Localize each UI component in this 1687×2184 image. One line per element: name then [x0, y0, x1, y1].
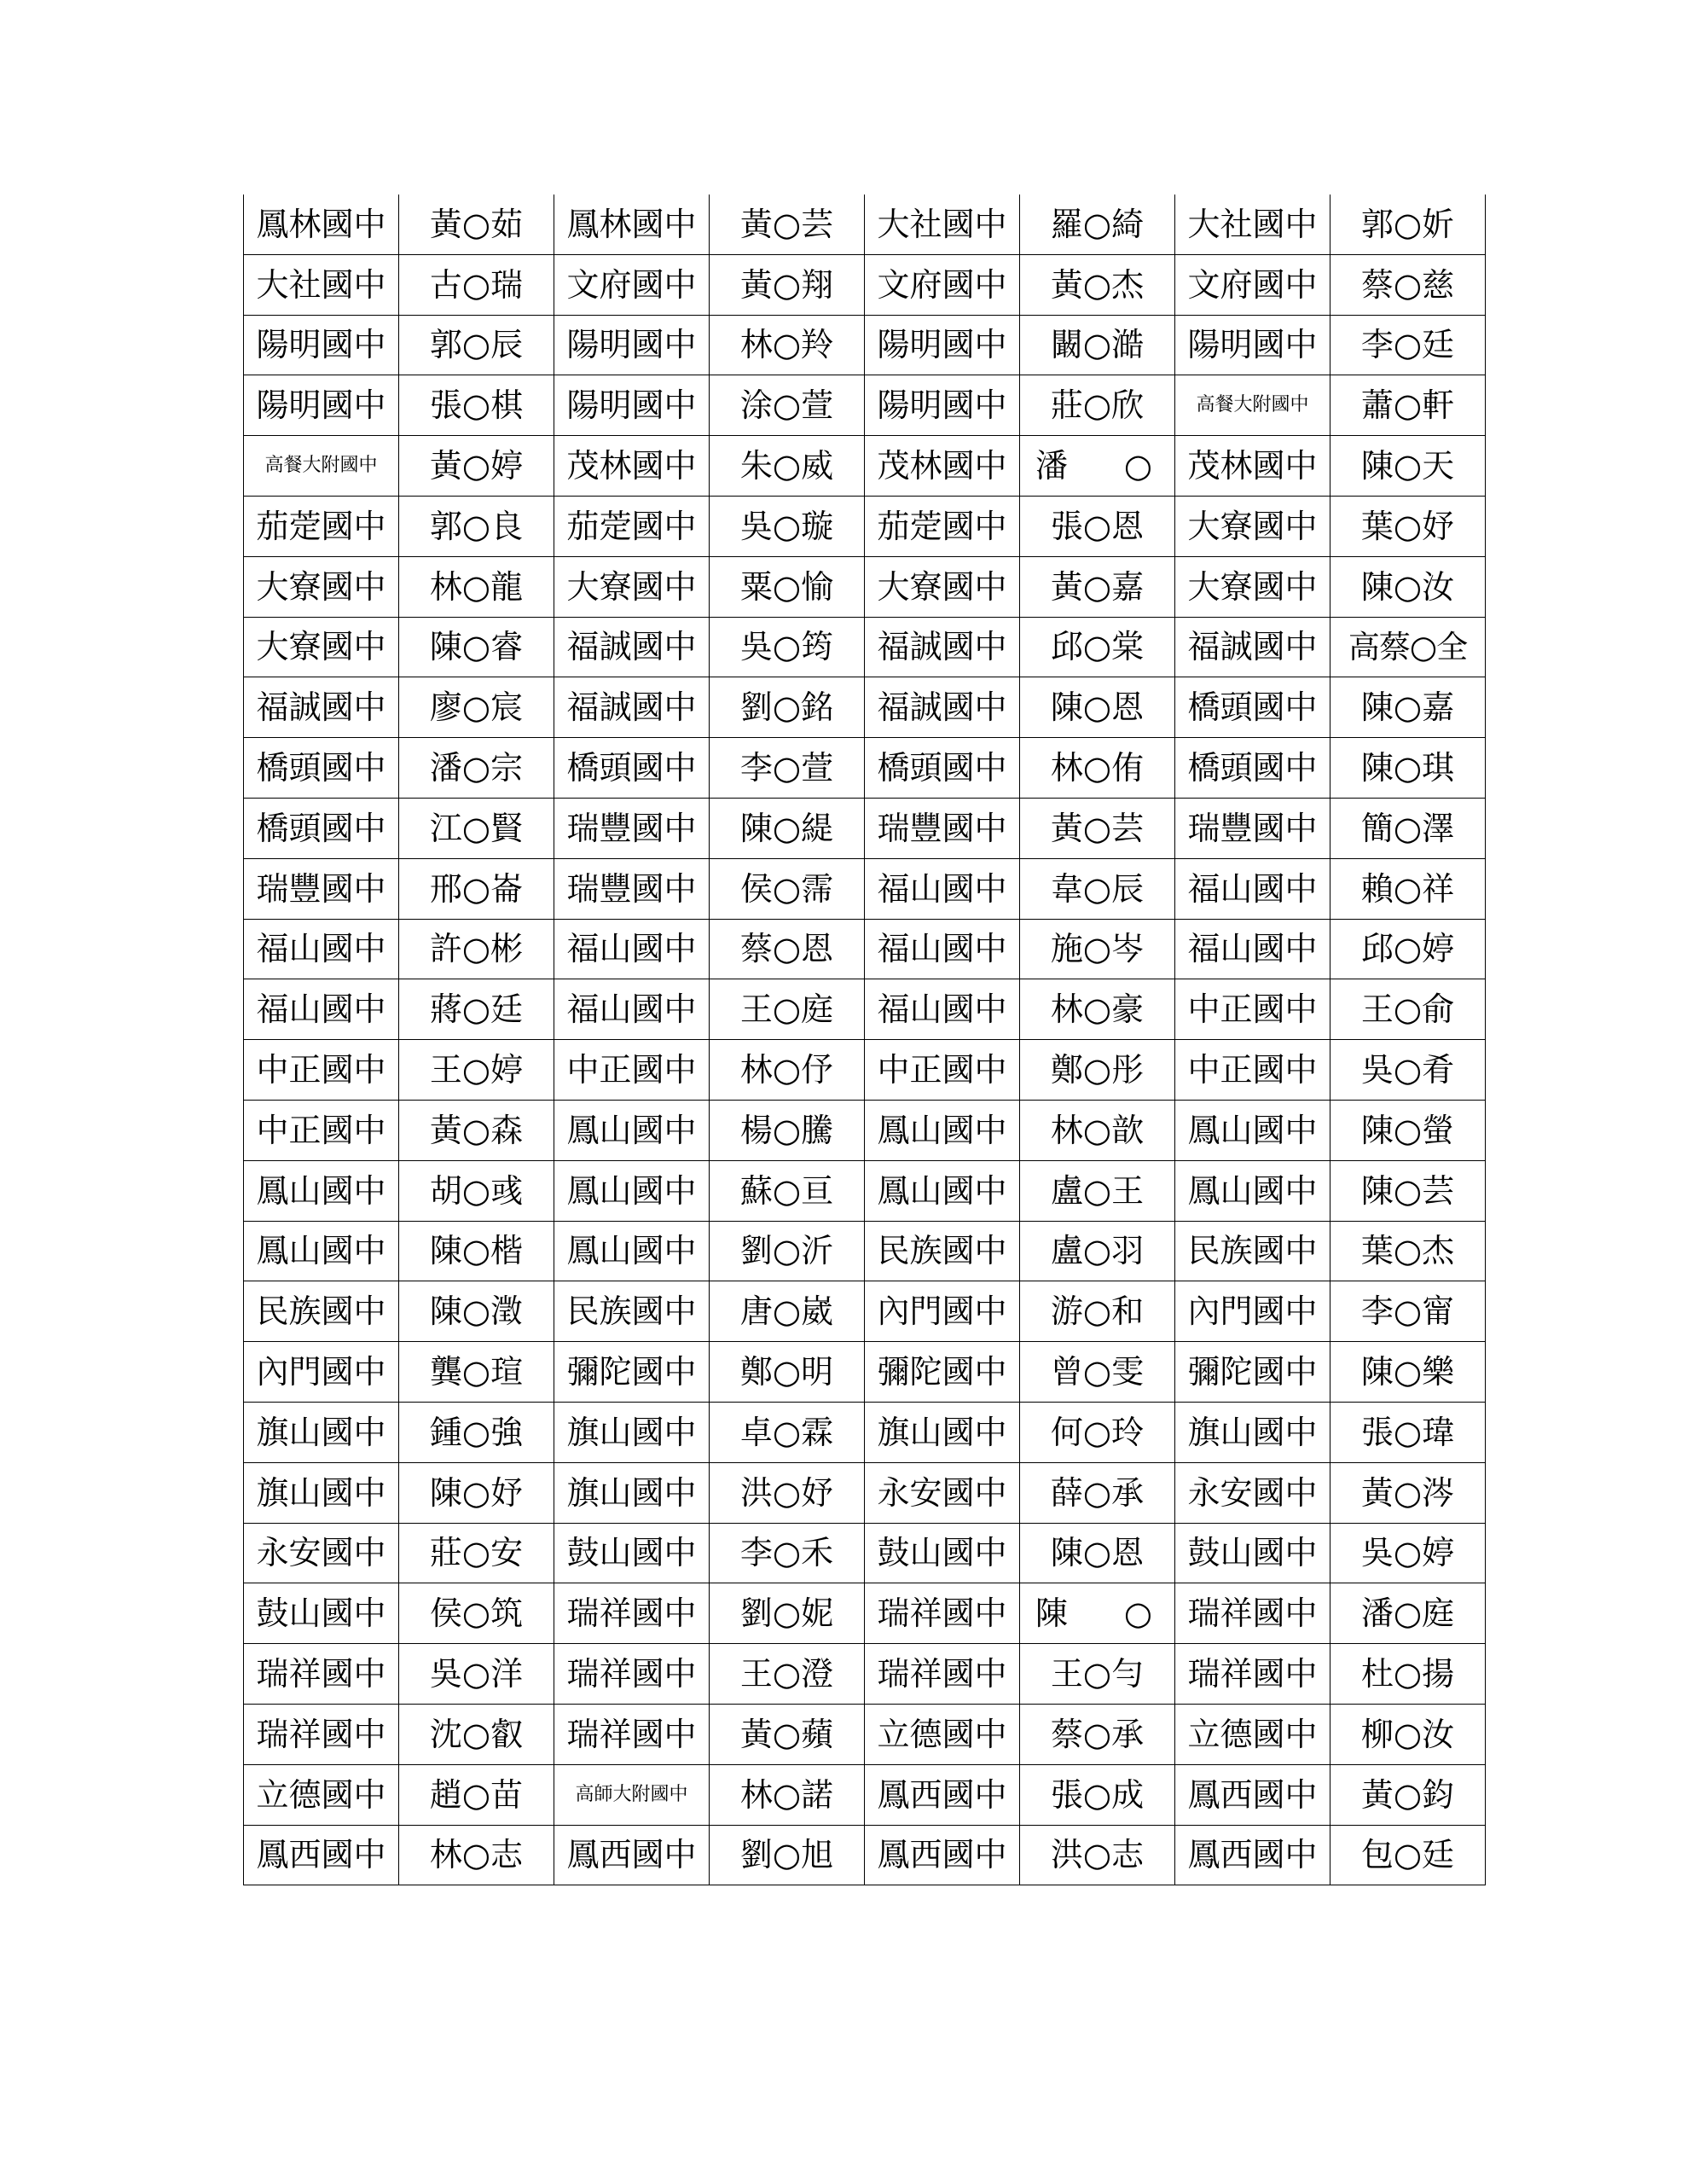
table-row	[244, 1644, 1486, 1705]
student-name-cell: 趙○苗	[399, 1764, 554, 1825]
school-name-cell: 陽明國中	[244, 375, 399, 436]
school-name-cell: 永安國中	[244, 1523, 399, 1583]
student-name-cell: 陳○睿	[399, 617, 554, 677]
school-name-cell: 大寮國中	[244, 556, 399, 617]
school-name-cell: 茄萣國中	[865, 496, 1020, 556]
student-name-cell: 胡○彧	[399, 1160, 554, 1221]
student-name-cell: 林○侑	[1020, 738, 1175, 799]
table-row	[244, 738, 1486, 799]
student-name-cell: 林○豪	[1020, 979, 1175, 1040]
school-name-cell: 瑞豐國中	[865, 798, 1020, 858]
student-name-cell: 陳○樂	[1330, 1342, 1486, 1403]
school-name-cell: 瑞祥國中	[554, 1583, 710, 1644]
school-name-cell: 陽明國中	[554, 375, 710, 436]
student-name-cell: 包○廷	[1330, 1825, 1486, 1885]
student-name-cell: 鍾○強	[399, 1402, 554, 1462]
table-row	[244, 919, 1486, 979]
school-name-cell: 鳳山國中	[865, 1160, 1020, 1221]
table-row	[244, 1704, 1486, 1764]
table-row	[244, 1462, 1486, 1523]
school-name-cell: 鳳西國中	[244, 1825, 399, 1885]
school-name-cell: 旗山國中	[865, 1402, 1020, 1462]
student-name-cell: 涂○萱	[710, 375, 865, 436]
school-name-cell: 瑞祥國中	[865, 1644, 1020, 1705]
student-name-cell: 江○賢	[399, 798, 554, 858]
student-name-cell: 吳○婷	[1330, 1523, 1486, 1583]
student-name-cell: 黃○茹	[399, 195, 554, 254]
student-name-cell: 陳○緹	[710, 798, 865, 858]
student-name-cell: 蕭○軒	[1330, 375, 1486, 436]
student-name-cell: 劉○沂	[710, 1221, 865, 1281]
school-name-cell: 茄萣國中	[244, 496, 399, 556]
school-name-cell: 永安國中	[865, 1462, 1020, 1523]
school-name-cell: 鳳林國中	[554, 195, 710, 254]
school-name-cell: 福誠國中	[865, 617, 1020, 677]
table-row	[244, 375, 1486, 436]
school-name-cell: 彌陀國中	[554, 1342, 710, 1403]
school-name-cell: 茂林國中	[865, 436, 1020, 497]
student-name-cell: 陳○嘉	[1330, 677, 1486, 738]
school-name-cell: 立德國中	[244, 1764, 399, 1825]
school-name-cell: 瑞祥國中	[1175, 1644, 1330, 1705]
school-name-cell: 陽明國中	[865, 315, 1020, 375]
school-name-cell: 民族國中	[865, 1221, 1020, 1281]
student-name-cell: 陳○恩	[1020, 1523, 1175, 1583]
student-name-cell: 古○瑞	[399, 254, 554, 315]
student-name-cell: 吳○筠	[710, 617, 865, 677]
school-name-cell: 鳳山國中	[865, 1100, 1020, 1160]
school-name-cell: 中正國中	[1175, 979, 1330, 1040]
school-name-cell: 福山國中	[244, 979, 399, 1040]
student-name-cell: 楊○騰	[710, 1100, 865, 1160]
school-name-cell: 鳳山國中	[554, 1221, 710, 1281]
school-name-cell: 福山國中	[554, 979, 710, 1040]
school-name-cell: 內門國中	[865, 1281, 1020, 1342]
student-name-cell: 李○禾	[710, 1523, 865, 1583]
student-name-cell: 王○澄	[710, 1644, 865, 1705]
school-name-cell: 鳳西國中	[554, 1825, 710, 1885]
school-name-cell: 瑞豐國中	[554, 858, 710, 919]
roster-table	[243, 195, 1486, 1885]
school-name-cell: 瑞祥國中	[1175, 1583, 1330, 1644]
school-name-cell: 福山國中	[1175, 858, 1330, 919]
school-name-cell: 大寮國中	[554, 556, 710, 617]
table-row	[244, 979, 1486, 1040]
table-row	[244, 1583, 1486, 1644]
student-name-cell: 張○棋	[399, 375, 554, 436]
student-name-cell: 薛○承	[1020, 1462, 1175, 1523]
student-name-cell: 陳○妤	[399, 1462, 554, 1523]
table-row	[244, 1221, 1486, 1281]
spaced-name	[1020, 1594, 1174, 1633]
student-name-cell: 盧○王	[1020, 1160, 1175, 1221]
school-name-cell: 民族國中	[554, 1281, 710, 1342]
student-name-cell: 蔡○恩	[710, 919, 865, 979]
student-name-cell: 廖○宸	[399, 677, 554, 738]
school-name-cell: 鳳山國中	[244, 1221, 399, 1281]
student-name-cell: 王○婷	[399, 1040, 554, 1101]
student-name-cell: 黃○蘋	[710, 1704, 865, 1764]
school-name-cell: 鳳西國中	[1175, 1825, 1330, 1885]
table-row	[244, 1825, 1486, 1885]
student-name-cell: 蔣○廷	[399, 979, 554, 1040]
student-name-cell: 賴○祥	[1330, 858, 1486, 919]
school-name-cell: 鳳山國中	[1175, 1100, 1330, 1160]
school-name-cell: 立德國中	[865, 1704, 1020, 1764]
student-name-cell: 粟○愉	[710, 556, 865, 617]
student-name-cell: 吳○洋	[399, 1644, 554, 1705]
student-name-cell: 劉○銘	[710, 677, 865, 738]
student-name-cell: 郭○良	[399, 496, 554, 556]
school-name-cell: 瑞祥國中	[244, 1644, 399, 1705]
school-name-cell: 中正國中	[554, 1040, 710, 1101]
table-row	[244, 798, 1486, 858]
table-row	[244, 1281, 1486, 1342]
school-name-cell: 大寮國中	[244, 617, 399, 677]
student-name-cell: 高蔡○全	[1330, 617, 1486, 677]
school-name-cell: 中正國中	[244, 1100, 399, 1160]
school-name-cell: 橋頭國中	[244, 738, 399, 799]
student-name-cell: 林○伃	[710, 1040, 865, 1101]
student-name-cell: 潘○庭	[1330, 1583, 1486, 1644]
student-name-cell: 林○歆	[1020, 1100, 1175, 1160]
student-name-cell: 黃○芸	[710, 195, 865, 254]
student-name-cell: 邱○棠	[1020, 617, 1175, 677]
student-name-cell: 黃○鈞	[1330, 1764, 1486, 1825]
student-name-cell: 簡○澤	[1330, 798, 1486, 858]
school-name-cell: 民族國中	[244, 1281, 399, 1342]
roster-body	[244, 195, 1486, 1885]
student-name-cell: 劉○旭	[710, 1825, 865, 1885]
school-name-cell: 茂林國中	[554, 436, 710, 497]
student-name-cell: 張○成	[1020, 1764, 1175, 1825]
student-name-cell: 潘○宗	[399, 738, 554, 799]
school-name-cell: 福誠國中	[244, 677, 399, 738]
name-part: 陳	[1035, 1594, 1069, 1633]
student-name-cell: 王○庭	[710, 979, 865, 1040]
student-name-cell: 陳○楷	[399, 1221, 554, 1281]
student-name-cell: 黃○森	[399, 1100, 554, 1160]
student-name-cell: 葉○杰	[1330, 1221, 1486, 1281]
student-name-cell: 吳○肴	[1330, 1040, 1486, 1101]
student-name-cell: 劉○妮	[710, 1583, 865, 1644]
student-name-cell: 林○龍	[399, 556, 554, 617]
school-name-cell: 鼓山國中	[554, 1523, 710, 1583]
school-name-cell: 高師大附國中	[554, 1764, 710, 1825]
school-name-cell: 彌陀國中	[865, 1342, 1020, 1403]
school-name-cell: 瑞豐國中	[1175, 798, 1330, 858]
table-row	[244, 1100, 1486, 1160]
school-name-cell: 鳳林國中	[244, 195, 399, 254]
school-name-cell: 內門國中	[1175, 1281, 1330, 1342]
school-name-cell: 瑞祥國中	[554, 1644, 710, 1705]
student-name-cell: 蘇○亘	[710, 1160, 865, 1221]
student-name-cell: 蔡○慈	[1330, 254, 1486, 315]
student-name-cell: 何○玲	[1020, 1402, 1175, 1462]
student-name-cell: 沈○叡	[399, 1704, 554, 1764]
student-name-cell: 朱○威	[710, 436, 865, 497]
student-name-cell: 莊○欣	[1020, 375, 1175, 436]
school-name-cell: 大社國中	[865, 195, 1020, 254]
student-name-cell	[1020, 436, 1175, 497]
school-name-cell: 福山國中	[554, 919, 710, 979]
school-name-cell: 瑞祥國中	[244, 1704, 399, 1764]
student-name-cell: 邢○崙	[399, 858, 554, 919]
school-name-cell: 鳳山國中	[554, 1160, 710, 1221]
student-name-cell: 陳○恩	[1020, 677, 1175, 738]
student-name-cell: 黃○涔	[1330, 1462, 1486, 1523]
student-name-cell: 王○俞	[1330, 979, 1486, 1040]
student-name-cell: 林○諾	[710, 1764, 865, 1825]
student-name-cell: 龔○瑄	[399, 1342, 554, 1403]
student-name-cell: 鄭○彤	[1020, 1040, 1175, 1101]
school-name-cell: 鳳西國中	[1175, 1764, 1330, 1825]
school-name-cell: 瑞豐國中	[244, 858, 399, 919]
student-name-cell: 曾○雯	[1020, 1342, 1175, 1403]
student-name-cell: 葉○妤	[1330, 496, 1486, 556]
school-name-cell: 中正國中	[1175, 1040, 1330, 1101]
school-name-cell: 茄萣國中	[554, 496, 710, 556]
school-name-cell: 文府國中	[554, 254, 710, 315]
student-name-cell: 林○志	[399, 1825, 554, 1885]
school-name-cell: 大寮國中	[1175, 496, 1330, 556]
school-name-cell: 福誠國中	[1175, 617, 1330, 677]
school-name-cell: 橋頭國中	[244, 798, 399, 858]
table-row	[244, 1402, 1486, 1462]
student-name-cell: 陳○螢	[1330, 1100, 1486, 1160]
school-name-cell: 鼓山國中	[1175, 1523, 1330, 1583]
table-row	[244, 1342, 1486, 1403]
school-name-cell: 中正國中	[865, 1040, 1020, 1101]
school-name-cell: 鳳山國中	[244, 1160, 399, 1221]
student-name-cell: 陳○汝	[1330, 556, 1486, 617]
spaced-name	[1020, 447, 1174, 485]
student-name-cell: 林○羚	[710, 315, 865, 375]
student-name-cell: 杜○揚	[1330, 1644, 1486, 1705]
school-name-cell: 中正國中	[244, 1040, 399, 1101]
student-name-cell: 黃○翔	[710, 254, 865, 315]
student-name-cell: 李○甯	[1330, 1281, 1486, 1342]
student-name-cell: 侯○霈	[710, 858, 865, 919]
school-name-cell: 福山國中	[244, 919, 399, 979]
student-name-cell: 吳○璇	[710, 496, 865, 556]
school-name-cell: 福山國中	[865, 858, 1020, 919]
student-name-cell: 郭○妡	[1330, 195, 1486, 254]
student-name-cell	[1020, 1583, 1175, 1644]
school-name-cell: 福誠國中	[554, 617, 710, 677]
school-name-cell: 彌陀國中	[1175, 1342, 1330, 1403]
school-name-cell: 旗山國中	[554, 1462, 710, 1523]
school-name-cell: 大社國中	[1175, 195, 1330, 254]
school-name-cell: 陽明國中	[1175, 315, 1330, 375]
school-name-cell: 瑞祥國中	[554, 1704, 710, 1764]
table-row	[244, 254, 1486, 315]
table-row	[244, 1040, 1486, 1101]
student-name-cell: 黃○芸	[1020, 798, 1175, 858]
school-name-cell: 大寮國中	[865, 556, 1020, 617]
school-name-cell: 大社國中	[244, 254, 399, 315]
table-row	[244, 617, 1486, 677]
student-name-cell: 黃○杰	[1020, 254, 1175, 315]
school-name-cell: 旗山國中	[244, 1462, 399, 1523]
school-name-cell: 瑞祥國中	[865, 1583, 1020, 1644]
student-name-cell: 蔡○承	[1020, 1704, 1175, 1764]
school-name-cell: 陽明國中	[244, 315, 399, 375]
school-name-cell: 橋頭國中	[554, 738, 710, 799]
table-row	[244, 1523, 1486, 1583]
student-name-cell: 施○岑	[1020, 919, 1175, 979]
school-name-cell: 福誠國中	[554, 677, 710, 738]
school-name-cell: 鼓山國中	[865, 1523, 1020, 1583]
school-name-cell: 高餐大附國中	[244, 436, 399, 497]
table-row	[244, 195, 1486, 254]
student-name-cell: 李○廷	[1330, 315, 1486, 375]
student-name-cell: 王○勻	[1020, 1644, 1175, 1705]
student-name-cell: 羅○綺	[1020, 195, 1175, 254]
school-name-cell: 旗山國中	[554, 1402, 710, 1462]
school-name-cell: 陽明國中	[554, 315, 710, 375]
school-name-cell: 鳳西國中	[865, 1825, 1020, 1885]
school-name-cell: 福誠國中	[865, 677, 1020, 738]
table-row	[244, 677, 1486, 738]
school-name-cell: 瑞豐國中	[554, 798, 710, 858]
student-name-cell: 莊○安	[399, 1523, 554, 1583]
student-name-cell: 唐○崴	[710, 1281, 865, 1342]
student-name-cell: 陳○澂	[399, 1281, 554, 1342]
name-part: ○	[1123, 447, 1152, 485]
student-name-cell: 許○彬	[399, 919, 554, 979]
school-name-cell: 旗山國中	[1175, 1402, 1330, 1462]
school-name-cell: 橋頭國中	[865, 738, 1020, 799]
student-name-cell: 韋○辰	[1020, 858, 1175, 919]
school-name-cell: 民族國中	[1175, 1221, 1330, 1281]
school-name-cell: 茂林國中	[1175, 436, 1330, 497]
student-name-cell: 洪○妤	[710, 1462, 865, 1523]
school-name-cell: 立德國中	[1175, 1704, 1330, 1764]
student-name-cell: 柳○汝	[1330, 1704, 1486, 1764]
student-name-cell: 闞○澔	[1020, 315, 1175, 375]
school-name-cell: 鳳西國中	[865, 1764, 1020, 1825]
student-name-cell: 洪○志	[1020, 1825, 1175, 1885]
table-row	[244, 436, 1486, 497]
school-name-cell: 鳳山國中	[1175, 1160, 1330, 1221]
student-name-cell: 侯○筑	[399, 1583, 554, 1644]
student-name-cell: 鄭○明	[710, 1342, 865, 1403]
student-name-cell: 張○恩	[1020, 496, 1175, 556]
student-name-cell: 陳○天	[1330, 436, 1486, 497]
student-name-cell: 郭○辰	[399, 315, 554, 375]
school-name-cell: 旗山國中	[244, 1402, 399, 1462]
school-name-cell: 文府國中	[865, 254, 1020, 315]
table-row	[244, 1764, 1486, 1825]
school-name-cell: 陽明國中	[865, 375, 1020, 436]
table-row	[244, 496, 1486, 556]
student-name-cell: 張○瑋	[1330, 1402, 1486, 1462]
student-name-cell: 李○萱	[710, 738, 865, 799]
student-name-cell: 陳○琪	[1330, 738, 1486, 799]
student-name-cell: 黃○嘉	[1020, 556, 1175, 617]
student-name-cell: 黃○婷	[399, 436, 554, 497]
school-name-cell: 福山國中	[865, 979, 1020, 1040]
school-name-cell: 福山國中	[865, 919, 1020, 979]
student-name-cell: 卓○霖	[710, 1402, 865, 1462]
school-name-cell: 高餐大附國中	[1175, 375, 1330, 436]
student-name-cell: 盧○羽	[1020, 1221, 1175, 1281]
student-name-cell: 陳○芸	[1330, 1160, 1486, 1221]
student-name-cell: 游○和	[1020, 1281, 1175, 1342]
table-row	[244, 315, 1486, 375]
name-part: ○	[1123, 1594, 1152, 1633]
school-name-cell: 橋頭國中	[1175, 738, 1330, 799]
school-name-cell: 文府國中	[1175, 254, 1330, 315]
name-part: 潘	[1035, 447, 1069, 485]
table-row	[244, 858, 1486, 919]
school-name-cell: 鳳山國中	[554, 1100, 710, 1160]
school-name-cell: 橋頭國中	[1175, 677, 1330, 738]
table-row	[244, 556, 1486, 617]
school-name-cell: 內門國中	[244, 1342, 399, 1403]
school-name-cell: 福山國中	[1175, 919, 1330, 979]
school-name-cell: 鼓山國中	[244, 1583, 399, 1644]
school-name-cell: 永安國中	[1175, 1462, 1330, 1523]
school-name-cell: 大寮國中	[1175, 556, 1330, 617]
table-row	[244, 1160, 1486, 1221]
student-name-cell: 邱○婷	[1330, 919, 1486, 979]
